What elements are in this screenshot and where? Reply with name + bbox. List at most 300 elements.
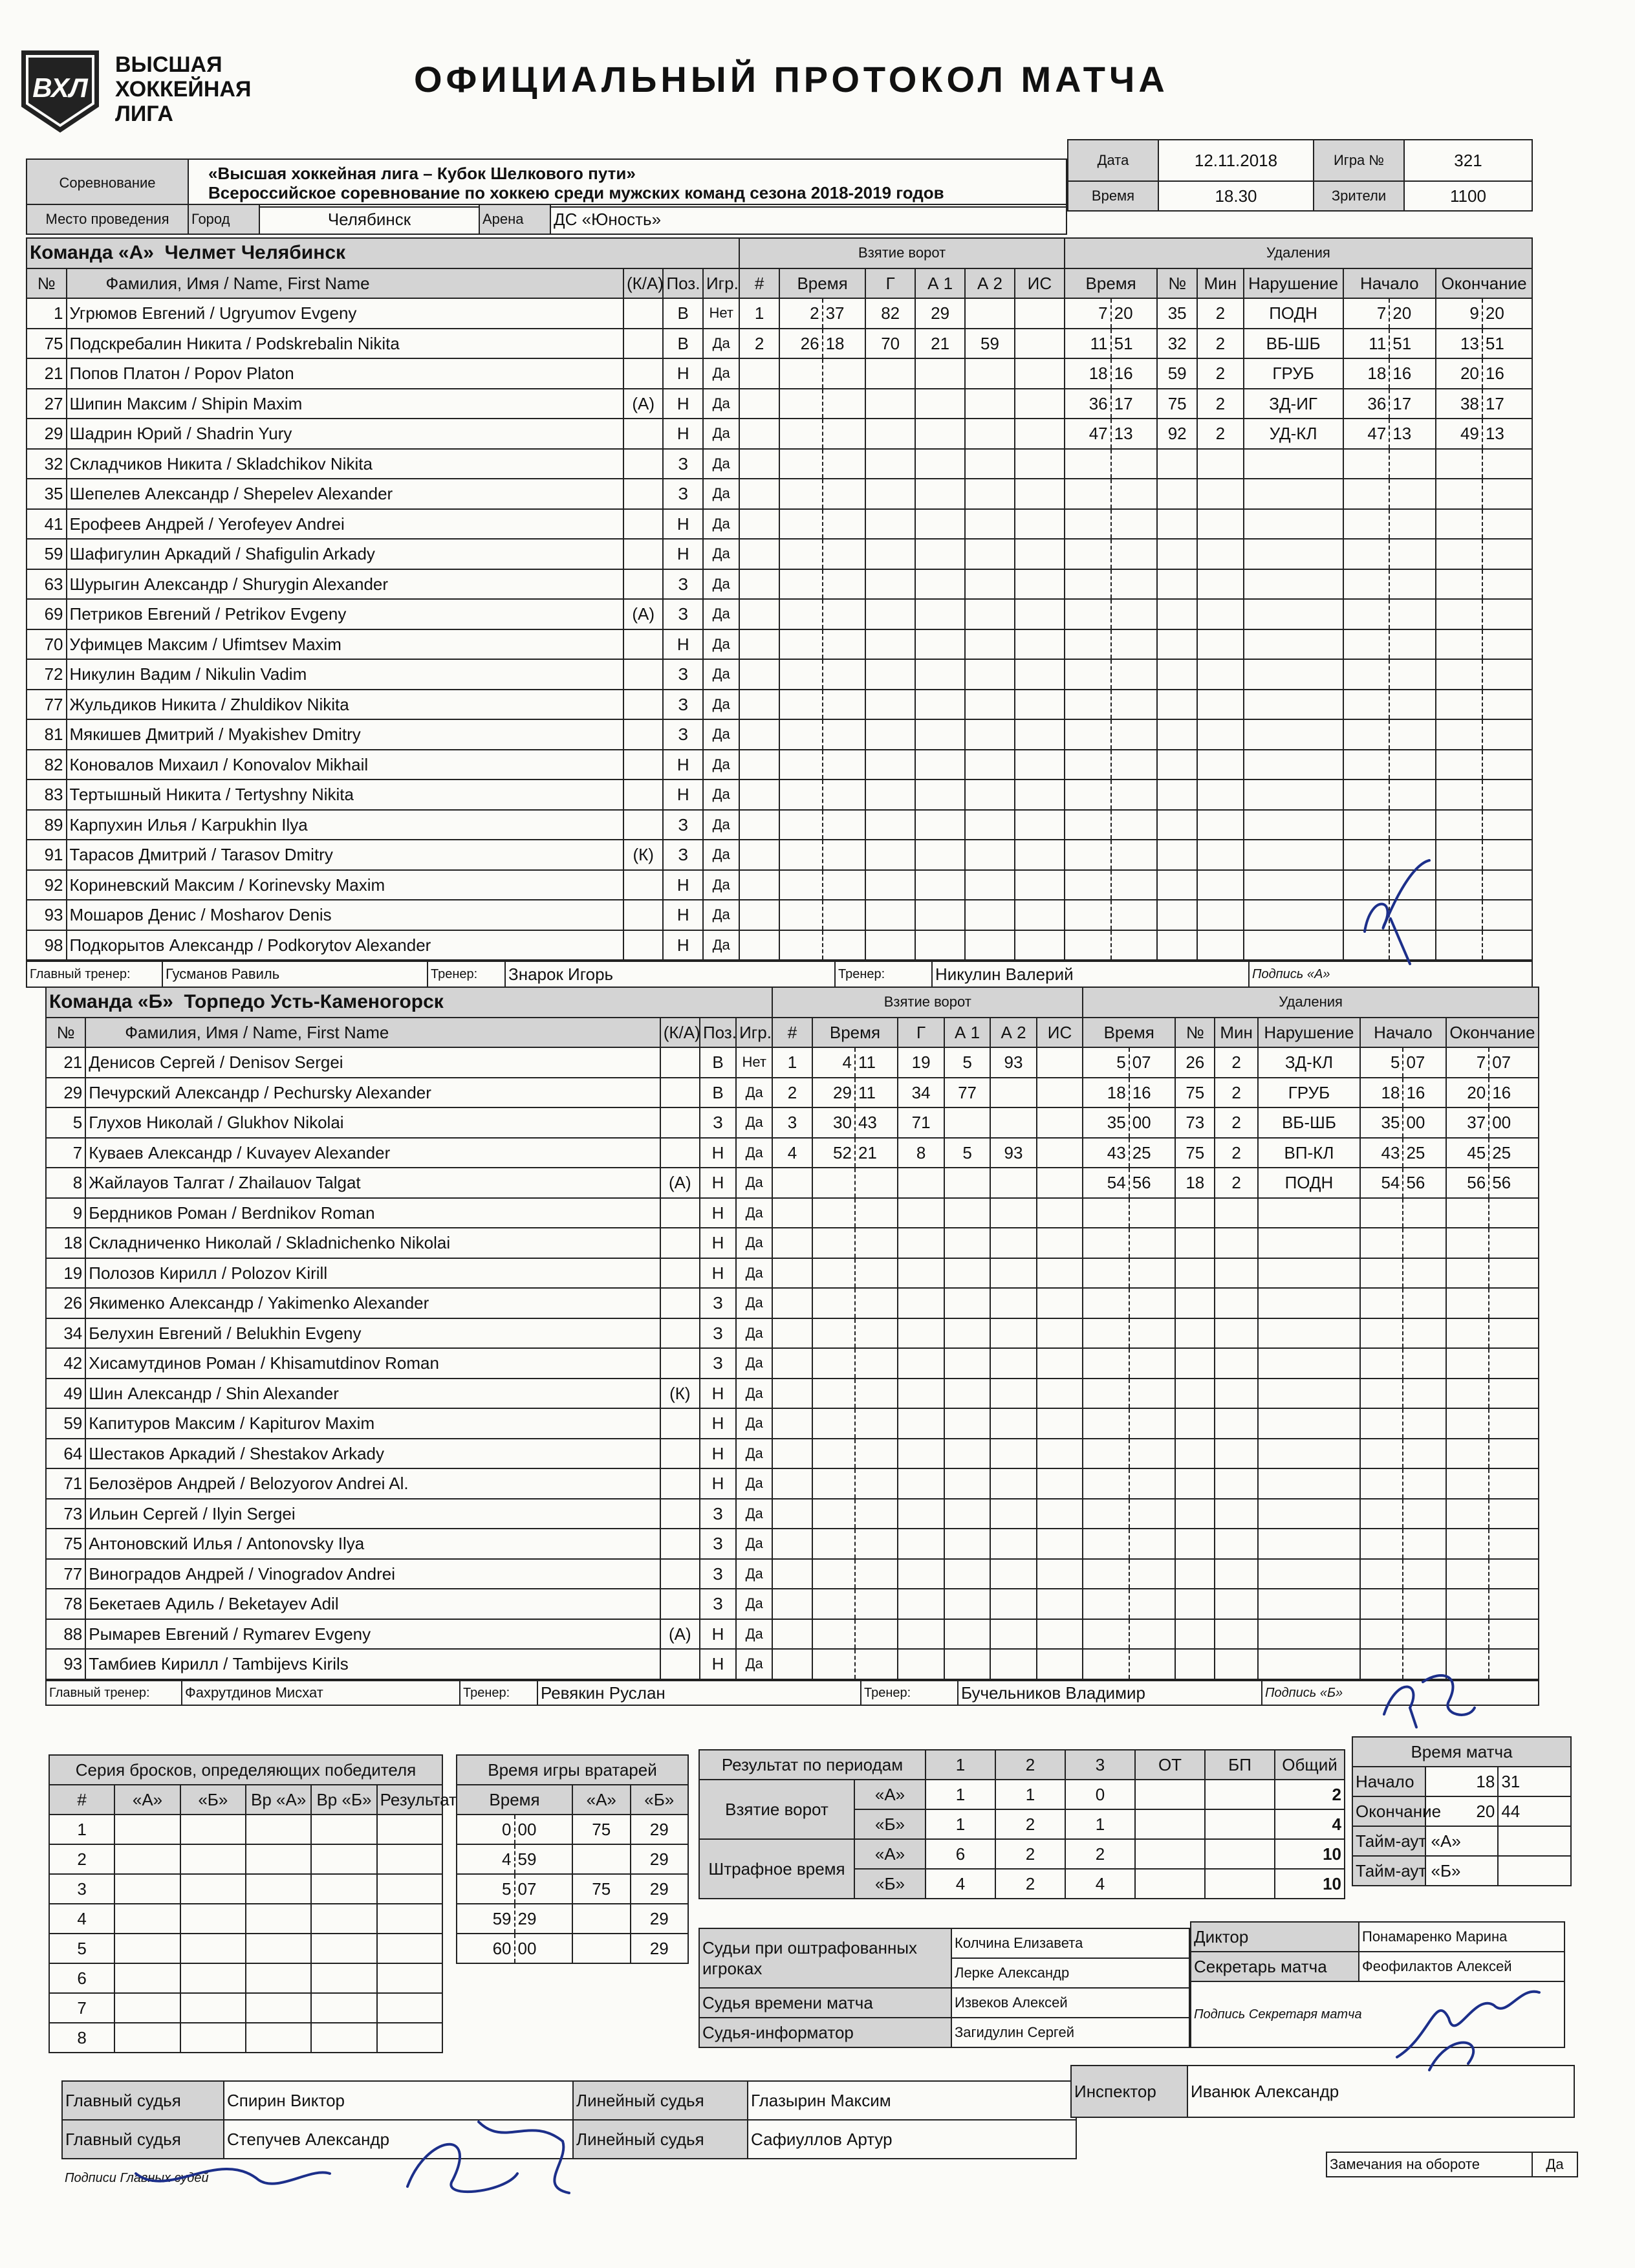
goal-minute	[779, 840, 823, 870]
table-row	[49, 1844, 442, 1874]
goal-minute	[812, 1589, 855, 1619]
table-row	[49, 1874, 442, 1904]
player-role	[660, 1348, 700, 1379]
goal-scorer	[898, 1168, 944, 1198]
col-pen-num-b: №	[1175, 1018, 1215, 1048]
pen-minute: 54	[1083, 1168, 1129, 1198]
pen-infraction: ПОДН	[1244, 298, 1343, 329]
goal-situation	[1037, 1529, 1083, 1559]
goal-second	[823, 509, 866, 540]
player-position: Н	[700, 1198, 736, 1228]
pen-second	[1129, 1499, 1175, 1529]
shootout-row-number: 6	[49, 1963, 114, 1993]
pen-minutes	[1197, 810, 1244, 840]
team-a-table	[26, 237, 1533, 961]
goal-assist-1	[944, 1379, 990, 1409]
goals-b-p2: 2	[995, 1809, 1065, 1839]
goal-second	[823, 659, 866, 690]
player-position: З	[663, 690, 703, 720]
goal-number	[772, 1529, 812, 1559]
pen-end-second: 16	[1489, 1078, 1539, 1108]
goal-scorer	[898, 1649, 944, 1679]
player-number: 89	[27, 810, 67, 840]
col-pen-infraction: Нарушение	[1244, 268, 1343, 299]
player-position: Н	[700, 1408, 736, 1439]
goals-a-ot	[1135, 1780, 1205, 1809]
player-number: 88	[46, 1619, 85, 1650]
goal-situation	[1037, 1619, 1083, 1650]
pim-b-ot	[1135, 1869, 1205, 1899]
pen-second	[1111, 930, 1158, 961]
pen-start-second	[1403, 1559, 1446, 1589]
goal-situation	[1037, 1078, 1083, 1108]
pen-player	[1175, 1258, 1215, 1289]
goal-assist-1: 77	[944, 1078, 990, 1108]
player-played: Да	[736, 1559, 772, 1589]
goals-a-total: 2	[1275, 1780, 1345, 1809]
player-name: Белухин Евгений / Belukhin Evgeny	[85, 1318, 660, 1349]
table-row	[46, 1258, 1539, 1289]
pen-end-minute	[1446, 1318, 1489, 1349]
pen-minute	[1065, 509, 1111, 540]
pen-minutes: 2	[1215, 1078, 1257, 1108]
goals-a-so	[1205, 1780, 1275, 1809]
pen-minutes	[1215, 1258, 1257, 1289]
goal-assist-2	[990, 1258, 1036, 1289]
goal-minute: 4	[812, 1047, 855, 1078]
pen-minute	[1065, 719, 1111, 750]
pen-start-minute	[1343, 780, 1390, 810]
pen-player	[1157, 690, 1197, 720]
pen-second	[1111, 629, 1158, 660]
goal-second	[855, 1168, 898, 1198]
goal-minute	[779, 629, 823, 660]
player-role	[623, 479, 664, 509]
goal-minute	[779, 389, 823, 419]
shootout-row-number: 1	[49, 1815, 114, 1844]
pen-minutes	[1197, 479, 1244, 509]
pen-end-second	[1482, 539, 1532, 569]
goal-second	[855, 1619, 898, 1650]
goal-scorer: 19	[898, 1047, 944, 1078]
arena-value: ДС «Юность»	[550, 204, 1067, 234]
goal-situation	[1015, 449, 1065, 479]
col-goal-time: Время	[779, 268, 865, 299]
pen-second: 16	[1111, 358, 1158, 389]
goal-assist-2	[990, 1529, 1036, 1559]
goal-minute	[779, 810, 823, 840]
player-played: Да	[703, 900, 739, 930]
shootout-cell	[180, 1844, 246, 1874]
pen-minute	[1065, 599, 1111, 629]
goal-second	[823, 358, 866, 389]
pen-minutes	[1215, 1348, 1257, 1379]
goal-number	[772, 1499, 812, 1529]
goal-scorer: 34	[898, 1078, 944, 1108]
goal-situation	[1015, 750, 1065, 780]
player-role	[623, 539, 664, 569]
player-position: Н	[663, 930, 703, 961]
pen-player: 18	[1175, 1168, 1215, 1198]
pen-minutes: 2	[1215, 1168, 1257, 1198]
goal-minute	[779, 870, 823, 900]
goal-scorer	[865, 719, 915, 750]
player-role: (А)	[660, 1168, 700, 1198]
pen-player	[1157, 900, 1197, 930]
goal-scorer	[898, 1559, 944, 1589]
goal-number	[772, 1619, 812, 1650]
shootout-cell	[311, 1993, 376, 2023]
pen-end-second	[1489, 1589, 1539, 1619]
goal-situation	[1037, 1348, 1083, 1379]
player-name: Складниченко Николай / Skladnichenko Nikolai	[85, 1228, 660, 1258]
goal-assist-1	[944, 1168, 990, 1198]
table-row	[46, 1138, 1539, 1168]
player-role	[660, 1499, 700, 1529]
player-played: Да	[736, 1288, 772, 1318]
goal-assist-1	[915, 358, 965, 389]
player-role	[623, 659, 664, 690]
player-role	[623, 810, 664, 840]
pen-start-minute	[1343, 810, 1390, 840]
signature-secretary	[1391, 1979, 1546, 2077]
match-time-table	[1352, 1736, 1572, 1886]
goal-second	[855, 1198, 898, 1228]
pen-start-minute: 7	[1343, 298, 1390, 329]
goal-assist-1	[944, 1318, 990, 1349]
goal-scorer	[865, 509, 915, 540]
goal-situation	[1015, 780, 1065, 810]
pen-minute	[1065, 479, 1111, 509]
goal-second	[823, 900, 866, 930]
goal-assist-1	[915, 449, 965, 479]
pen-end-second	[1482, 690, 1532, 720]
pen-infraction	[1258, 1408, 1360, 1439]
pen-player: 92	[1157, 419, 1197, 449]
pen-infraction	[1258, 1198, 1360, 1228]
pen-start-second	[1389, 449, 1436, 479]
pen-minutes	[1215, 1288, 1257, 1318]
goal-number	[739, 449, 779, 479]
pen-start-minute	[1360, 1559, 1403, 1589]
goal-assist-1	[915, 870, 965, 900]
pen-infraction	[1244, 810, 1343, 840]
periods-pim-a-label: «А»	[854, 1839, 926, 1869]
team-b-section	[45, 987, 1539, 1706]
goal-number	[739, 719, 779, 750]
pen-end-minute	[1436, 930, 1482, 961]
player-position: Н	[700, 1649, 736, 1679]
player-played: Да	[736, 1439, 772, 1469]
goal-assist-1	[915, 389, 965, 419]
pen-start-second	[1389, 810, 1436, 840]
pen-start-second	[1389, 539, 1436, 569]
goal-situation	[1015, 840, 1065, 870]
table-row	[49, 1993, 442, 2023]
table-row	[49, 1904, 442, 1934]
goal-assist-2	[965, 479, 1015, 509]
table-row	[27, 599, 1532, 629]
pen-player	[1175, 1348, 1215, 1379]
pen-player	[1157, 750, 1197, 780]
goal-number: 4	[772, 1138, 812, 1168]
pen-player: 32	[1157, 329, 1197, 359]
pen-start-minute: 43	[1360, 1138, 1403, 1168]
player-position: В	[663, 298, 703, 329]
player-role	[660, 1228, 700, 1258]
goalie-col-time: Время	[457, 1785, 572, 1815]
shootout-row-number: 2	[49, 1844, 114, 1874]
team-a-label: Команда «А»	[30, 242, 154, 264]
pen-minutes	[1215, 1649, 1257, 1679]
goal-second	[855, 1379, 898, 1409]
player-played: Да	[703, 479, 739, 509]
table-row	[27, 810, 1532, 840]
table-row	[27, 629, 1532, 660]
pen-second	[1111, 539, 1158, 569]
pen-second: 17	[1111, 389, 1158, 419]
table-row	[46, 1619, 1539, 1650]
secretary-sign-label: Подпись Секретаря матча	[1191, 1981, 1565, 2047]
goal-number	[739, 840, 779, 870]
col-pen-min: Мин	[1197, 268, 1244, 299]
goal-second	[823, 419, 866, 449]
pen-end-minute	[1446, 1198, 1489, 1228]
player-position: Н	[663, 509, 703, 540]
table-row	[457, 1844, 688, 1874]
goal-situation	[1037, 1559, 1083, 1589]
pen-start-second: 56	[1403, 1168, 1446, 1198]
player-name: Белозёров Андрей / Belozyorov Andrei Al.	[85, 1468, 660, 1499]
goal-situation	[1037, 1468, 1083, 1499]
goal-second	[823, 539, 866, 569]
player-role	[623, 719, 664, 750]
team-a-trainer-label: Тренер:	[428, 961, 505, 987]
team-b-trainer1: Ревякин Руслан	[537, 1681, 861, 1705]
goal-second	[823, 780, 866, 810]
pen-infraction	[1258, 1559, 1360, 1589]
pen-infraction: ПОДН	[1258, 1168, 1360, 1198]
table-row	[27, 298, 1532, 329]
player-name: Глухов Николай / Glukhov Nikolai	[85, 1107, 660, 1138]
player-played: Да	[703, 750, 739, 780]
pen-second	[1129, 1619, 1175, 1650]
pen-end-minute	[1446, 1559, 1489, 1589]
pen-end-minute: 37	[1446, 1107, 1489, 1138]
pen-end-second: 13	[1482, 419, 1532, 449]
shootout-table	[49, 1754, 457, 2053]
player-role	[623, 629, 664, 660]
goal-assist-1	[915, 539, 965, 569]
goal-number	[772, 1379, 812, 1409]
player-number: 26	[46, 1288, 85, 1318]
goalie-minute: 5	[457, 1874, 515, 1904]
pen-infraction	[1244, 539, 1343, 569]
goal-second	[823, 449, 866, 479]
shootout-cell	[311, 1815, 376, 1844]
pen-minute: 47	[1065, 419, 1111, 449]
goal-number: 1	[772, 1047, 812, 1078]
player-played: Да	[703, 659, 739, 690]
goal-scorer	[898, 1288, 944, 1318]
goal-scorer	[898, 1198, 944, 1228]
player-position: З	[700, 1348, 736, 1379]
player-number: 77	[27, 690, 67, 720]
player-played: Нет	[703, 298, 739, 329]
table-row	[27, 509, 1532, 540]
goal-situation	[1037, 1138, 1083, 1168]
pen-second	[1129, 1559, 1175, 1589]
pen-second	[1111, 750, 1158, 780]
pen-second	[1129, 1529, 1175, 1559]
pen-start-minute: 5	[1360, 1047, 1403, 1078]
goal-situation	[1015, 629, 1065, 660]
player-played: Да	[736, 1408, 772, 1439]
periods-pim-label: Штрафное время	[699, 1839, 854, 1899]
shootout-cell	[246, 1874, 311, 1904]
goal-minute	[812, 1499, 855, 1529]
goal-situation	[1015, 690, 1065, 720]
competition-line1: «Высшая хоккейная лига – Кубок Шелкового пути»	[208, 164, 636, 183]
pen-minute	[1083, 1559, 1129, 1589]
player-played: Да	[703, 690, 739, 720]
pen-start-second: 51	[1389, 329, 1436, 359]
player-number: 21	[27, 358, 67, 389]
pen-second	[1111, 810, 1158, 840]
goalie-col-b: «Б»	[631, 1785, 689, 1815]
periods-pim-b-label: «Б»	[854, 1869, 926, 1899]
table-row	[457, 1904, 688, 1934]
pen-infraction	[1244, 479, 1343, 509]
player-name: Тертышный Никита / Tertyshny Nikita	[67, 780, 623, 810]
table-row	[46, 1047, 1539, 1078]
player-role: (А)	[623, 389, 664, 419]
goal-number	[739, 900, 779, 930]
pen-start-minute	[1360, 1258, 1403, 1289]
pen-end-second	[1489, 1529, 1539, 1559]
pen-minute	[1083, 1288, 1129, 1318]
player-position: З	[663, 840, 703, 870]
minor-officials-table	[698, 1928, 1190, 2048]
goal-scorer	[865, 389, 915, 419]
goal-situation	[1015, 930, 1065, 961]
pen-start-second	[1403, 1499, 1446, 1529]
player-role	[623, 449, 664, 479]
player-position: Н	[663, 419, 703, 449]
pen-second	[1111, 840, 1158, 870]
goal-number	[772, 1348, 812, 1379]
pen-infraction: ЗД-ИГ	[1244, 389, 1343, 419]
col-pen-time-b: Время	[1083, 1018, 1175, 1048]
player-position: В	[700, 1078, 736, 1108]
pen-end-minute	[1446, 1408, 1489, 1439]
pen-minute	[1065, 810, 1111, 840]
goal-assist-2	[965, 509, 1015, 540]
pen-player	[1175, 1499, 1215, 1529]
remarks-table	[1326, 2152, 1578, 2177]
pen-end-second	[1489, 1499, 1539, 1529]
player-name: Шафигулин Аркадий / Shafigulin Arkady	[67, 539, 623, 569]
pen-start-second: 17	[1389, 389, 1436, 419]
player-name: Хисамутдинов Роман / Khisamutdinov Roman	[85, 1348, 660, 1379]
pen-player: 75	[1157, 389, 1197, 419]
player-name: Шестаков Аркадий / Shestakov Arkady	[85, 1439, 660, 1469]
goal-assist-2	[965, 870, 1015, 900]
pen-minute	[1083, 1619, 1129, 1650]
shootout-row-number: 3	[49, 1874, 114, 1904]
col-goal-is-b: ИС	[1037, 1018, 1083, 1048]
goal-assist-1	[944, 1468, 990, 1499]
player-role	[623, 690, 664, 720]
pen-second: 13	[1111, 419, 1158, 449]
goalie-second: 59	[515, 1844, 573, 1874]
pen-second	[1129, 1348, 1175, 1379]
pen-second	[1129, 1468, 1175, 1499]
pen-minutes	[1215, 1439, 1257, 1469]
table-row	[49, 1815, 442, 1844]
player-played: Да	[736, 1078, 772, 1108]
player-position: Н	[700, 1439, 736, 1469]
goal-assist-2	[990, 1198, 1036, 1228]
pen-end-second	[1482, 629, 1532, 660]
player-number: 72	[27, 659, 67, 690]
player-role	[660, 1468, 700, 1499]
pen-minute	[1065, 539, 1111, 569]
pen-start-second	[1403, 1318, 1446, 1349]
pen-minutes	[1197, 509, 1244, 540]
goal-assist-1	[944, 1559, 990, 1589]
col-play: Игр.	[703, 268, 739, 299]
player-name: Подкорытов Александр / Podkorytov Alexander	[67, 930, 623, 961]
pim-a-p3: 2	[1065, 1839, 1135, 1869]
team-a-coach-label: Главный тренер:	[27, 961, 162, 987]
penalty-judges-label: Судьи при оштрафованных игроках	[699, 1928, 951, 1988]
pen-minute: 18	[1065, 358, 1111, 389]
goal-minute	[812, 1288, 855, 1318]
goal-situation	[1015, 599, 1065, 629]
goal-situation	[1037, 1499, 1083, 1529]
player-role	[623, 870, 664, 900]
pen-end-minute	[1436, 449, 1482, 479]
goal-second: 18	[823, 329, 866, 359]
pen-header-b: Удаления	[1083, 987, 1539, 1018]
table-row	[46, 1499, 1539, 1529]
pen-end-second	[1482, 659, 1532, 690]
pen-minutes: 2	[1215, 1047, 1257, 1078]
pen-second	[1129, 1408, 1175, 1439]
pen-second	[1111, 900, 1158, 930]
pen-infraction	[1244, 840, 1343, 870]
goal-assist-2	[965, 900, 1015, 930]
col-goal-time-b: Время	[812, 1018, 898, 1048]
pen-end-second: 00	[1489, 1107, 1539, 1138]
goal-assist-1: 21	[915, 329, 965, 359]
col-play-b: Игр.	[736, 1018, 772, 1048]
pen-second	[1129, 1228, 1175, 1258]
pen-infraction	[1258, 1619, 1360, 1650]
inspector-label: Инспектор	[1071, 2066, 1187, 2117]
player-played: Нет	[736, 1047, 772, 1078]
pen-start-minute: 18	[1360, 1078, 1403, 1108]
goal-number	[739, 419, 779, 449]
player-number: 71	[46, 1468, 85, 1499]
goal-minute	[812, 1318, 855, 1349]
goal-second	[855, 1589, 898, 1619]
pen-end-minute	[1446, 1379, 1489, 1409]
pen-start-minute: 11	[1343, 329, 1390, 359]
table-row	[49, 2023, 442, 2053]
logo	[18, 45, 264, 136]
